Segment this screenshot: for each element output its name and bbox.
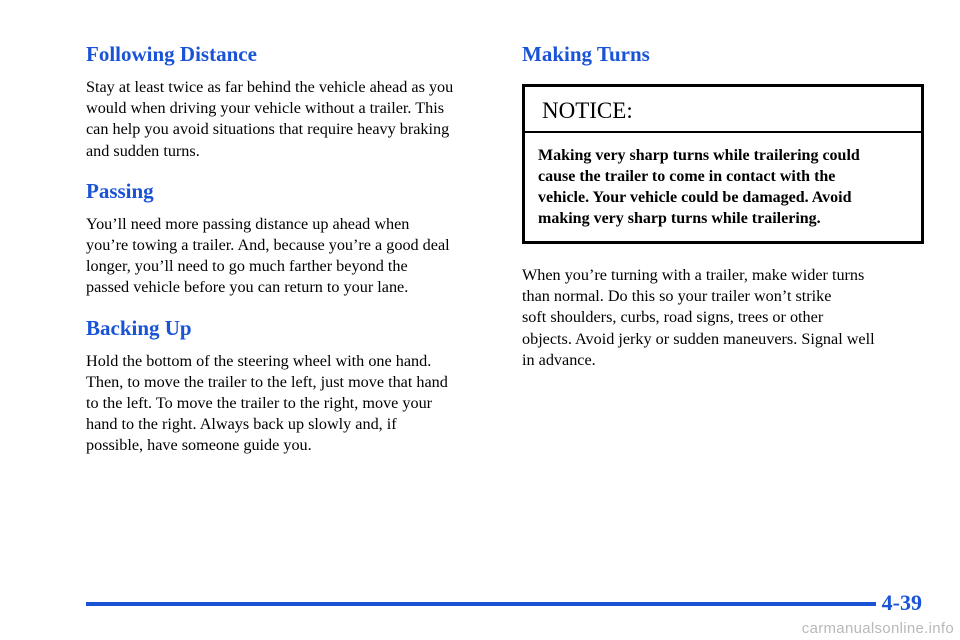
notice-line: cause the trailer to come in contact with the [538,168,836,185]
following-distance-paragraph [86,77,494,162]
left-column [86,40,494,457]
notice-body [525,133,921,241]
notice-line: Making very sharp turns while trailering could [538,147,860,164]
paragraph-line: to the left. To move the trailer to the right, move your [86,394,433,413]
making-turns-paragraph [522,265,930,371]
paragraph-line: passed vehicle before you can return to your lane. [86,278,409,297]
right-column [522,40,930,371]
paragraph-line: Then, to move the trailer to the left, just move that hand [86,372,448,391]
paragraph-line: and sudden turns. [86,141,200,160]
paragraph-line: soft shoulders, curbs, road signs, trees or other [522,308,824,327]
paragraph-line: can help you avoid situations that require heavy braking [86,120,450,139]
notice-line: vehicle. Your vehicle could be damaged. Avoid [538,189,852,206]
paragraph-line: objects. Avoid jerky or sudden maneuvers. Signal well [522,329,875,348]
footer-rule [86,602,876,606]
page-number: 4-39 [881,590,922,615]
notice-title: NOTICE: [525,87,921,133]
paragraph-line: When you’re turning with a trailer, make wider turns [522,266,865,284]
backing-up-paragraph [86,351,494,457]
passing-heading: Passing [86,178,154,203]
paragraph-line: than normal. Do this so your trailer won’t strike [522,287,832,306]
passing-paragraph [86,214,494,299]
notice-box [522,84,924,244]
paragraph-line: in advance. [522,350,596,369]
paragraph-line: Hold the bottom of the steering wheel with one hand. [86,351,432,370]
following-distance-heading: Following Distance [86,42,257,66]
paragraph-line: Stay at least twice as far behind the vehicle ahead as you [86,78,454,96]
making-turns-heading: Making Turns [522,42,650,66]
notice-line: making very sharp turns while trailering. [538,210,821,227]
paragraph-line: longer, you’ll need to go much farther beyond the [86,257,408,276]
backing-up-heading: Backing Up [86,315,192,340]
watermark: carmanualsonline.info [801,620,954,637]
paragraph-line: hand to the right. Always back up slowly and, if [86,415,397,434]
paragraph-line: would when driving your vehicle without a trailer. This [86,99,445,118]
paragraph-line: You’ll need more passing distance up ahead when [86,214,410,233]
paragraph-line: possible, have someone guide you. [86,436,312,455]
paragraph-line: you’re towing a trailer. And, because you’re a good deal [86,236,450,255]
